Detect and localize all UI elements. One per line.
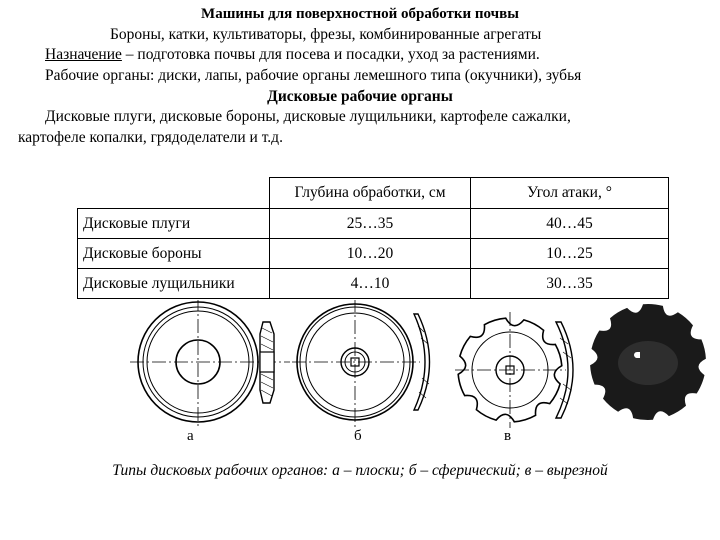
specs-table: [77, 177, 669, 299]
table-cell-angle: 10…25: [471, 239, 669, 269]
figure-label-v: в: [504, 428, 512, 444]
figure-caption: Типы дисковых рабочих органов: а – плоски; б – сферический; в – вырезной: [112, 462, 608, 479]
machines-list: Бороны, катки, культиваторы, фрезы, комбинированные агрегаты: [110, 26, 542, 43]
page-title: Машины для поверхностной обработки почвы: [201, 6, 519, 22]
spherical-disc-profile: [414, 314, 430, 410]
table-cell-depth: 10…20: [270, 239, 471, 269]
purpose-line: [45, 46, 540, 64]
table-cell-angle: 40…45: [471, 209, 669, 239]
table-row: [78, 209, 669, 239]
table-cell-name: Дисковые лущильники: [78, 269, 270, 299]
table-row: [78, 269, 669, 299]
notched-disc-drawing: [455, 312, 566, 428]
purpose-term: Назначение: [45, 46, 122, 63]
table-cell-angle: 30…35: [471, 269, 669, 299]
working-organs-line: Рабочие органы: диски, лапы, рабочие органы лемешного типа (окучники), зубья: [45, 67, 582, 84]
spherical-disc-drawing: [292, 300, 420, 428]
notched-disc-profile: [556, 322, 573, 418]
table-cell-name: Дисковые бороны: [78, 239, 270, 269]
table-header-angle: Угол атаки, °: [471, 178, 669, 209]
table-cell-name: Дисковые плуги: [78, 209, 270, 239]
notched-disc-photo: [590, 304, 706, 420]
figure-label-a: а: [187, 428, 194, 444]
table-header-depth: Глубина обработки, см: [270, 178, 471, 209]
flat-disc-profile: [260, 322, 274, 403]
section-heading: Дисковые рабочие органы: [267, 88, 453, 105]
table-cell-depth: 4…10: [270, 269, 471, 299]
purpose-text: – подготовка почвы для посева и посадки, уход за растениями.: [121, 46, 540, 63]
disc-machines-line-2: картофеле копалки, грядоделатели и т.д.: [18, 129, 283, 146]
table-row: [78, 239, 669, 269]
disc-machines-line-1: Дисковые плуги, дисковые бороны, дисковые лущильники, картофеле сажалки,: [45, 108, 571, 125]
table-header-row: [78, 178, 669, 209]
figure-label-b: б: [354, 428, 362, 444]
table-cell-depth: 25…35: [270, 209, 471, 239]
table-header-empty: [78, 178, 270, 209]
